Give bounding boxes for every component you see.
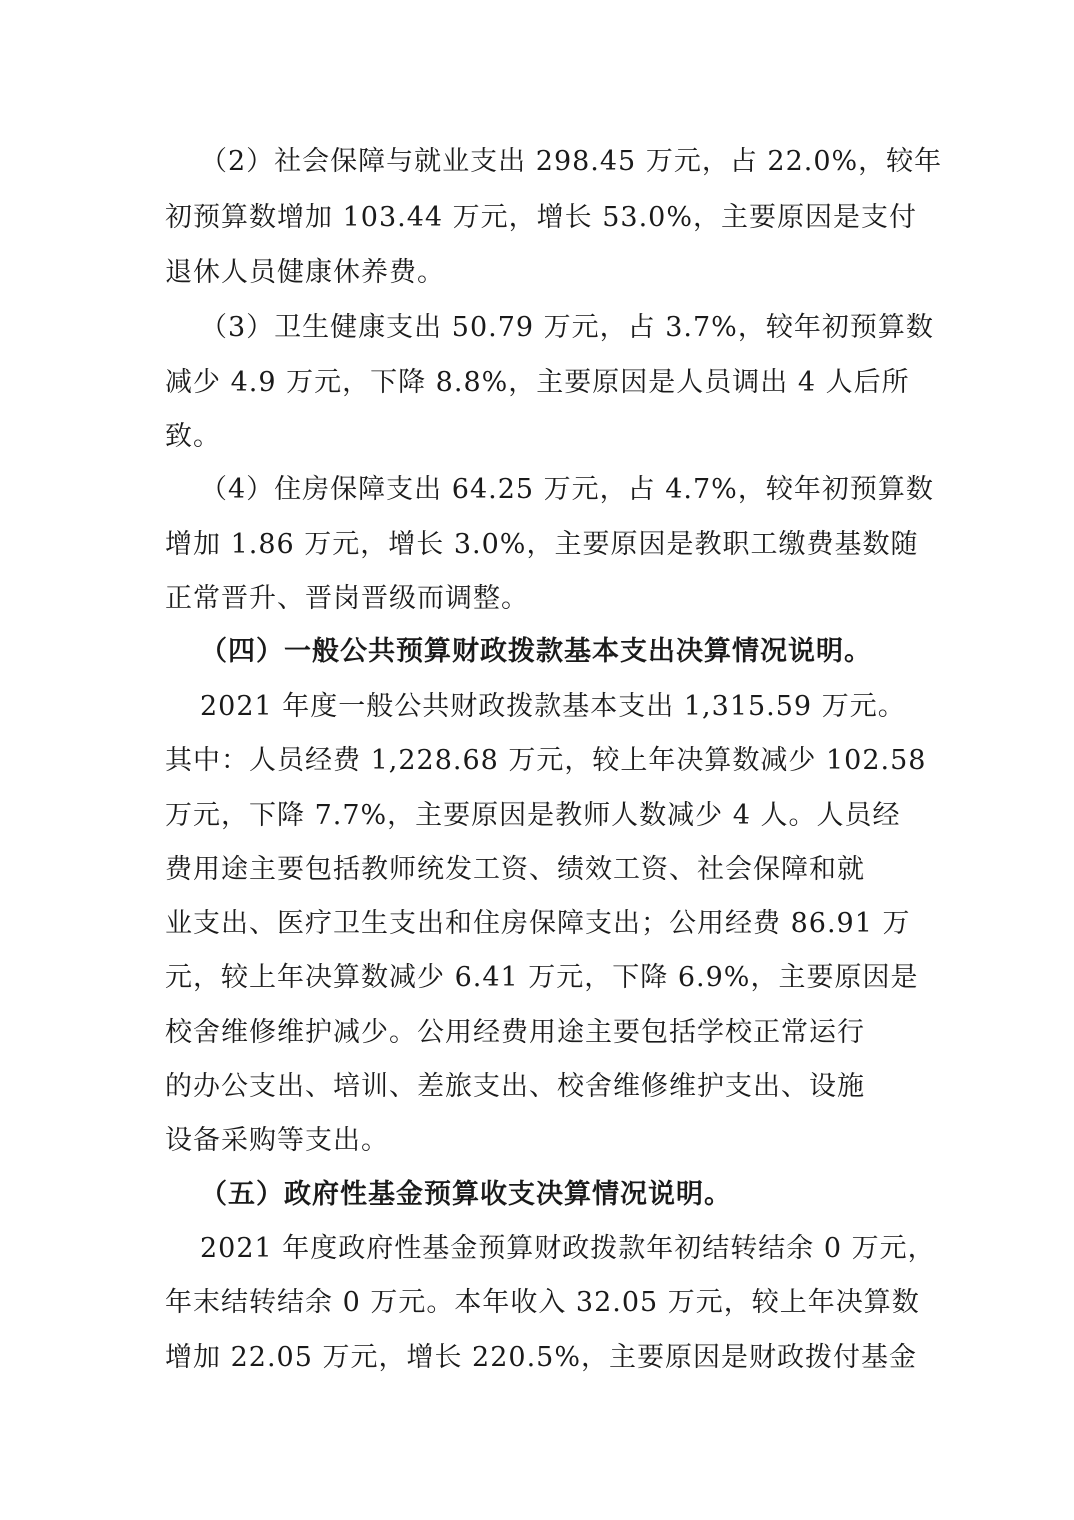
paragraph-line: 减少 4.9 万元，下降 8.8%，主要原因是人员调出 4 人后所 <box>165 367 910 398</box>
paragraph-line: 万元，下降 7.7%，主要原因是教师人数减少 4 人。人员经 <box>165 800 901 831</box>
section-heading: （五）政府性基金预算收支决算情况说明。 <box>200 1179 732 1210</box>
paragraph-line: 退休人员健康休养费。 <box>165 257 445 288</box>
paragraph-line: 2021 年度政府性基金预算财政拨款年初结转结余 0 万元， <box>200 1233 936 1264</box>
paragraph-line: 费用途主要包括教师统发工资、绩效工资、社会保障和就 <box>165 854 865 885</box>
paragraph-line: 年末结转结余 0 万元。本年收入 32.05 万元，较上年决算数 <box>165 1287 920 1318</box>
paragraph-line: 业支出、医疗卫生支出和住房保障支出；公用经费 86.91 万 <box>165 908 911 939</box>
paragraph-line: 增加 22.05 万元，增长 220.5%，主要原因是财政拨付基金 <box>165 1342 917 1373</box>
paragraph-line: （3）卫生健康支出 50.79 万元，占 3.7%，较年初预算数 <box>200 312 934 343</box>
paragraph-line: 的办公支出、培训、差旅支出、校舍维修维护支出、设施 <box>165 1071 865 1102</box>
paragraph-line: 设备采购等支出。 <box>165 1125 389 1156</box>
paragraph-line: 校舍维修维护减少。公用经费用途主要包括学校正常运行 <box>165 1017 865 1048</box>
paragraph-line: 正常晋升、晋岗晋级而调整。 <box>165 583 529 614</box>
paragraph-line: 初预算数增加 103.44 万元，增长 53.0%，主要原因是支付 <box>165 202 917 233</box>
paragraph-line: 增加 1.86 万元，增长 3.0%，主要原因是教职工缴费基数随 <box>165 529 919 560</box>
paragraph-line: 致。 <box>165 421 221 452</box>
paragraph-line: （2）社会保障与就业支出 298.45 万元，占 22.0%，较年 <box>200 146 943 177</box>
paragraph-line: （4）住房保障支出 64.25 万元，占 4.7%，较年初预算数 <box>200 474 934 505</box>
section-heading: （四）一般公共预算财政拨款基本支出决算情况说明。 <box>200 636 872 667</box>
paragraph-line: 其中：人员经费 1,228.68 万元，较上年决算数减少 102.58 <box>165 745 927 776</box>
paragraph-line: 元，较上年决算数减少 6.41 万元，下降 6.9%，主要原因是 <box>165 962 919 993</box>
paragraph-line: 2021 年度一般公共财政拨款基本支出 1,315.59 万元。 <box>200 691 906 722</box>
